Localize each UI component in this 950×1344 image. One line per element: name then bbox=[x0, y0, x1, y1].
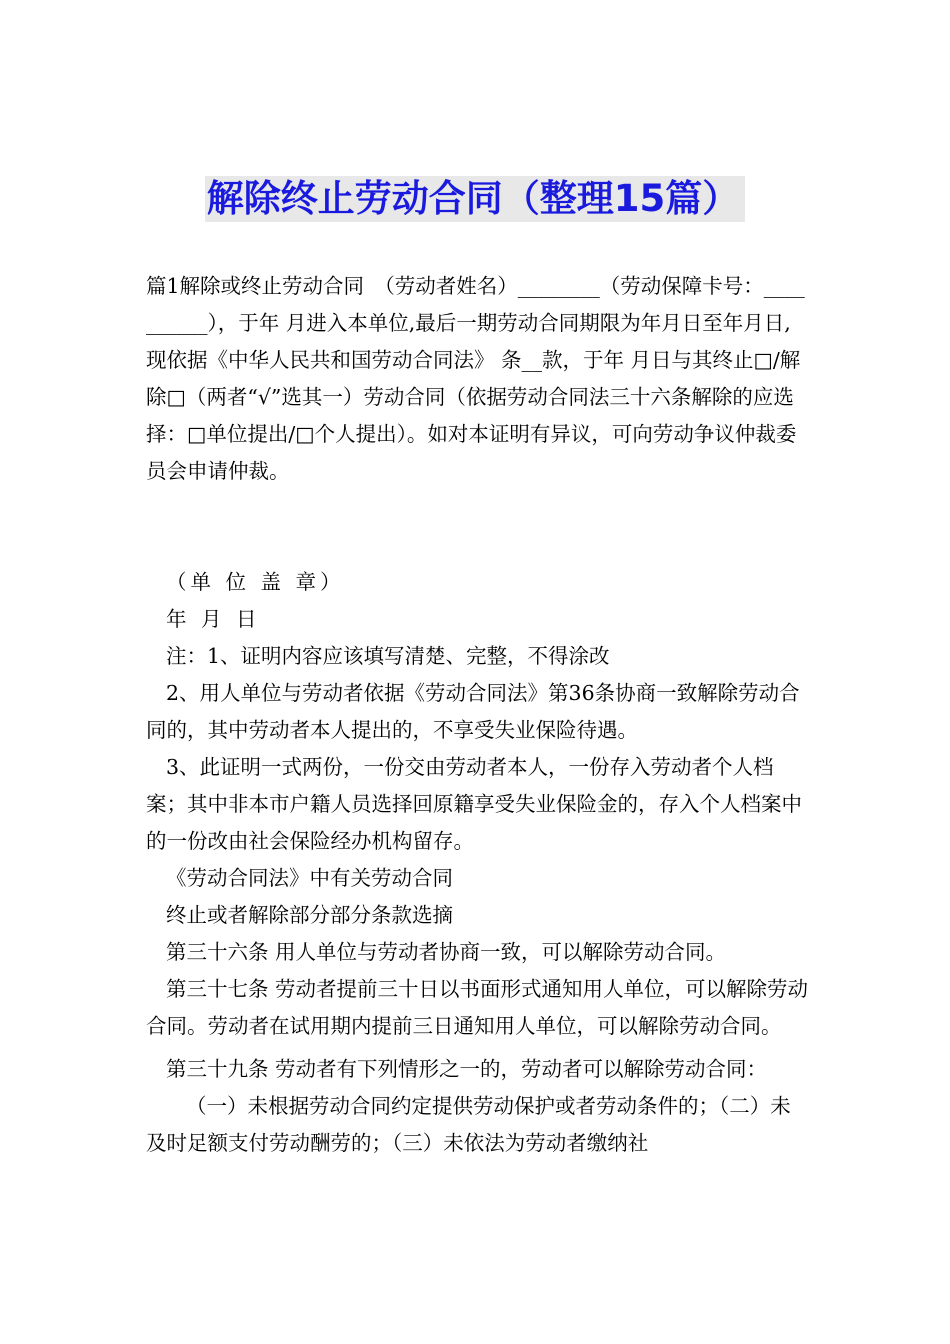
paragraph-termination-certificate: 篇1解除或终止劳动合同 （劳动者姓名）________（劳动保障卡号：__________），于年 月进入本单位,最后一期劳动合同期限为年月日至年月日,现依据《中华人民共和国劳动合同法》 条__款，于年 月日与其终止□/解除□（两者“√”选其一）劳动合同（依据劳动合同法三十六条解除的应选择：□单位提出/□个人提出）。如对本证明有异议，可向劳动争议仲裁委员会申请仲裁。 bbox=[146, 274, 805, 483]
document-body bbox=[146, 268, 810, 1162]
title-container bbox=[0, 176, 950, 222]
date-line: 年 月 日 bbox=[166, 607, 261, 631]
unit-seal-label: （单 位 盖 章） bbox=[166, 570, 345, 594]
spacer bbox=[146, 490, 810, 564]
document-title: 解除终止劳动合同（整理15篇） bbox=[205, 176, 746, 222]
article-39-items: （一）未根据劳动合同约定提供劳动保护或者劳动条件的；（二）未及时足额支付劳动酬劳的；（三）未依法为劳动者缴纳社 bbox=[146, 1094, 791, 1155]
law-heading-line-1: 《劳动合同法》中有关劳动合同 bbox=[166, 866, 453, 890]
law-heading-line-2: 终止或者解除部分部分条款选摘 bbox=[166, 903, 453, 927]
article-39: 第三十九条 劳动者有下列情形之一的，劳动者可以解除劳动合同： bbox=[166, 1057, 768, 1081]
article-36: 第三十六条 用人单位与劳动者协商一致，可以解除劳动合同。 bbox=[166, 940, 727, 964]
note-item-3: 3、此证明一式两份，一份交由劳动者本人，一份存入劳动者个人档案；其中非本市户籍人员选择回原籍享受失业保险金的，存入个人档案中的一份改由社会保险经办机构留存。 bbox=[146, 755, 802, 853]
note-item-2: 2、用人单位与劳动者依据《劳动合同法》第36条协商一致解除劳动合同的，其中劳动者本人提出的，不享受失业保险待遇。 bbox=[146, 681, 800, 742]
article-37: 第三十七条 劳动者提前三十日以书面形式通知用人单位，可以解除劳动合同。劳动者在试用期内提前三日通知用人单位，可以解除劳动合同。 bbox=[146, 977, 809, 1038]
note-item-1: 注：1、证明内容应该填写清楚、完整，不得涂改 bbox=[166, 644, 610, 668]
